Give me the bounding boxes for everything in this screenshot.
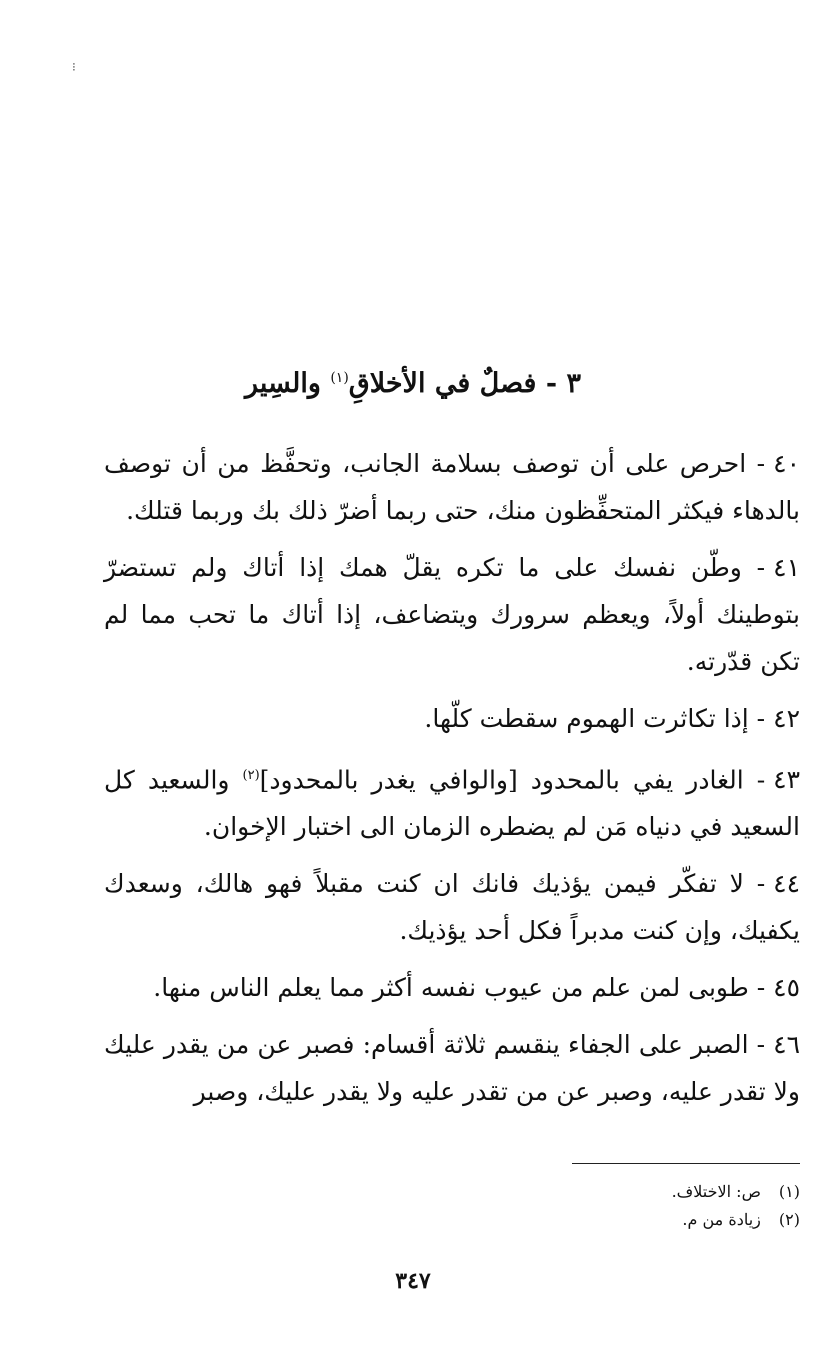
paragraph-text: - الصبر على الجفاء ينقسم ثلاثة أقسام: فصبر عن من يقدر عليك ولا تقدر عليه، وصبر عن من تقدر عليه ولا يقدر عليك، وصبر	[104, 1030, 800, 1107]
page-number: ٣٤٧	[395, 1268, 431, 1294]
paragraph-number: ٤٥	[773, 973, 800, 1003]
paragraph-43	[104, 752, 800, 850]
footnotes	[400, 1178, 800, 1234]
footnote-ref: (٢)	[242, 768, 260, 783]
footnote-ref: (١)	[330, 370, 349, 386]
footnote-1	[400, 1178, 800, 1206]
paragraph-text: - وطّن نفسك على ما تكره يقلّ همك إذا أتاك ولم تستضرّ بتوطينك أولاً، ويعظم سرورك ويتضاعف، إذا أتاك ما تحب مما لم تكن قدّرته.	[104, 553, 800, 676]
paragraph-text: - الغادر يفي بالمحدود [والوافي يغدر بالمحدود]	[259, 765, 766, 795]
paragraph-41	[104, 544, 800, 685]
footnote-number: (٢)	[778, 1210, 800, 1229]
paragraph-45	[104, 964, 800, 1011]
footnote-number: (١)	[778, 1182, 800, 1201]
footnote-text: ص: الاختلاف.	[671, 1182, 761, 1201]
paragraph-text: - إذا تكاثرت الهموم سقطت كلّها.	[424, 704, 766, 733]
paragraph-text: - طوبى لمن علم من عيوب نفسه أكثر مما يعلم الناس منها.	[153, 973, 766, 1003]
paragraph-text: - لا تفكّر فيمن يؤذيك فانك ان كنت مقبلاً فهو هالك، وسعدك يكفيك، وإن كنت مدبراً فكل أحد يؤذيك.	[104, 869, 800, 946]
paragraph-44	[104, 860, 800, 954]
paragraph-40	[104, 440, 800, 534]
chapter-title-text-end: والسِير	[245, 368, 321, 399]
paragraph-number: ٤٣	[773, 765, 801, 795]
paragraph-number: ٤٠	[773, 449, 800, 478]
footnote-2	[400, 1206, 800, 1234]
chapter-title	[100, 358, 726, 404]
paragraph-number: ٤٦	[773, 1030, 800, 1060]
scan-speck: ⁝	[72, 60, 76, 74]
paragraph-text: - احرص على أن توصف بسلامة الجانب، وتحفَّظ من أن توصف بالدهاء فيكثر المتحفِّظون منك، حتى ربما أضرّ ذلك بك وربما قتلك.	[104, 449, 800, 525]
paragraph-number: ٤٢	[773, 704, 800, 733]
chapter-title-text: فصلٌ في الأخلاقِ	[348, 368, 537, 399]
paragraph-number: ٤١	[773, 553, 800, 582]
chapter-dash: -	[545, 368, 558, 399]
footnote-text: زيادة من م.	[682, 1210, 761, 1229]
paragraph-number: ٤٤	[773, 869, 800, 899]
body-text	[104, 440, 800, 1125]
paragraph-42	[104, 695, 800, 742]
chapter-number: ٣	[566, 368, 581, 399]
footnote-divider	[572, 1163, 800, 1164]
paragraph-text-end: والسعيد كل السعيد في دنياه مَن لم يضطره الزمان الى اختبار الإخوان.	[104, 765, 800, 842]
paragraph-46	[104, 1021, 800, 1115]
